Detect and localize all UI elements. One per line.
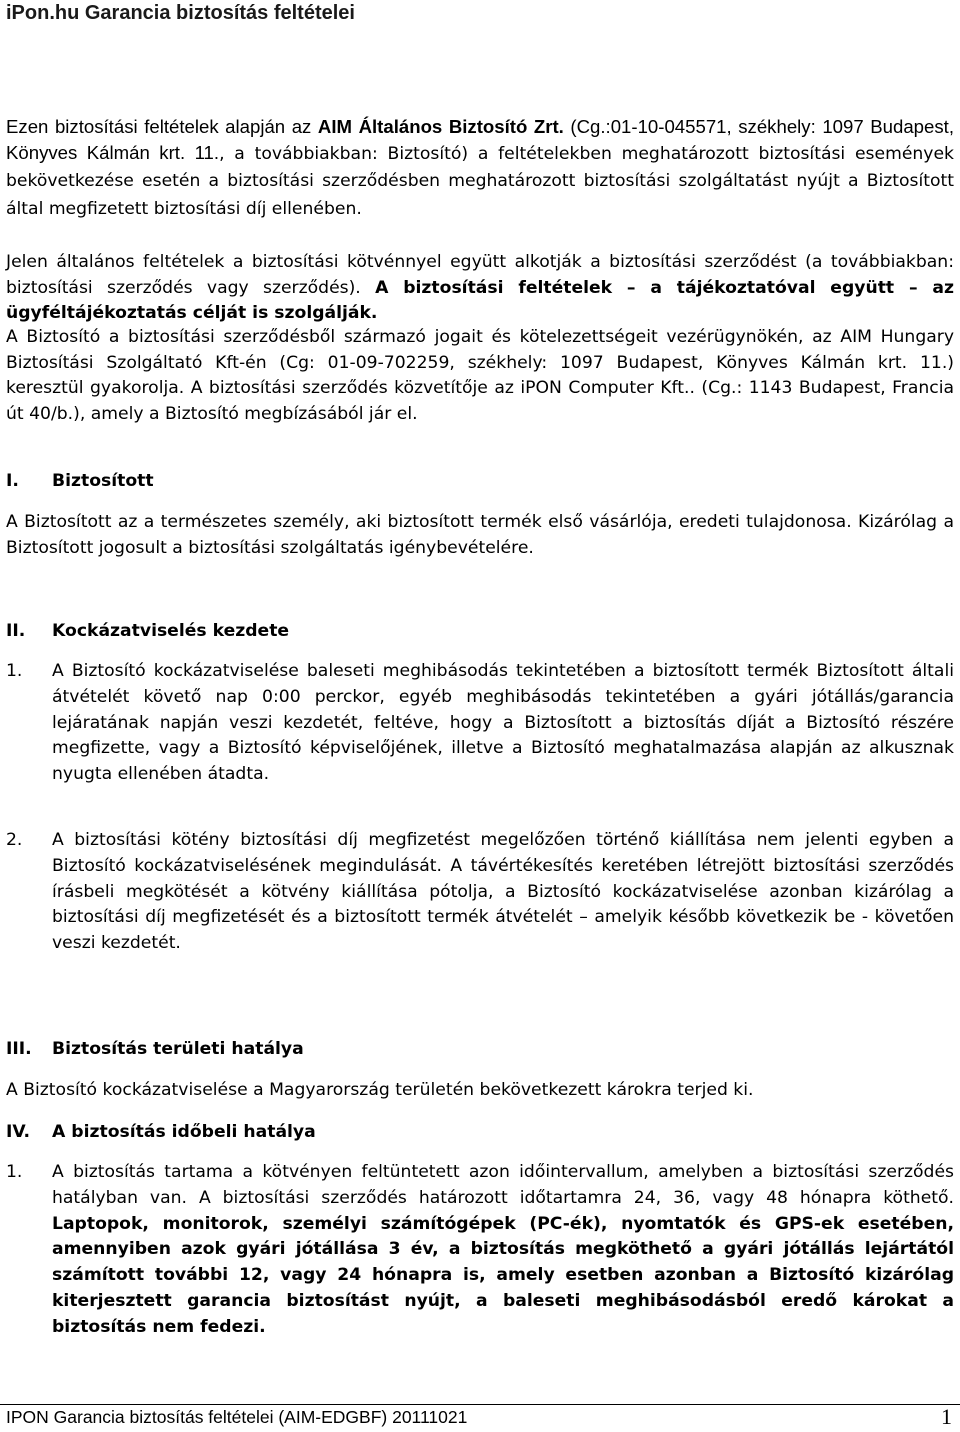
section-3-heading	[6, 1037, 304, 1062]
footer-divider	[0, 1404, 960, 1405]
item-text: A biztosítási kötény biztosítási díj megfizetést megelőzően történő kiállítása nem jelenti egyben a Biztosító kockázatviselésének megindulását. A távértékesítés keretében létrejött biztosítási szerződés írásbeli megkötését a kötvény kiállítása pótolja, a Biztosító kockázatviselése azonban kizárólag a biztosítási díj megfizetését és a biztosított termék átvételét – amelyik később következik be - követően veszi kezdetét.	[52, 830, 954, 954]
intro-paragraph-3: A Biztosító a biztosítási szerződésből származó jogait és kötelezettségeit vezérügynökén, az AIM Hungary Biztosítási Szolgáltató Kft-én (Cg: 01-09-702259, székhely: 1097 Budapest, Könyves Kálmán krt. 11.) keresztül gyakorolja. A biztosítási szerződés közvetítője az iPON Computer Kft.. (Cg.: 1143 Budapest, Francia út 40/b.), amely a Biztosító megbízásából jár el.	[6, 327, 954, 424]
section-3-number: III.	[6, 1039, 32, 1059]
section-1-text: A Biztosított az a természetes személy, aki biztosított termék első vásárlója, eredeti tulajdonosa. Kizárólag a Biztosított jogosult a biztosítási szolgáltatás igénybevételére.	[6, 512, 954, 558]
intro-p1-rest: , a továbbiakban: Biztosító) a feltételekben meghatározott biztosítási események bekövetkezése esetén a biztosítási szerződésben meghatározott biztosítási szolgáltatást nyújt a Biztosított által megfizetett biztosítási díj ellenében.	[6, 143, 954, 219]
item-text	[52, 1160, 954, 1341]
page-number: 1	[941, 1404, 952, 1429]
page-title: iPon.hu Garancia biztosítás feltételei	[6, 2, 355, 24]
item-text-bold: Laptopok, monitorok, személyi számítógépek (PC-ék), nyomtatók és GPS-ek esetében, amennyiben azok gyári jótállása 3 év, a biztosítás megköthető a gyári jótállás lejártától számított további 12, vagy 24 hónapra is, amely esetben azonban a Biztosító kizárólag kiterjesztett garancia biztosítást nyújt, a baleseti meghibásodásból eredő károkat a biztosítás nem fedezi.	[52, 1213, 954, 1337]
section-2-item-1	[6, 659, 954, 788]
section-1-heading	[6, 469, 154, 494]
section-4-number: IV.	[6, 1122, 31, 1142]
insurer-registration: (Cg.:01-10-045571, székhely: 1097 Budapest, Könyves Kálmán krt. 11.	[6, 116, 954, 163]
intro-p2-start: Jelen általános feltételek a biztosítási kötvénnyel együtt alkotják a biztosítási szerződést (a továbbiakban: biztosítási szerződés vagy szerződés).	[6, 252, 954, 298]
item-text: A Biztosító kockázatviselése baleseti meghibásodás tekintetében a biztosított termék Biztosított általi átvételét követő nap 0:00 perckor, egyéb meghibásodás tekintetében a gyári jótállás/garancia lejáratának napján veszi kezdetét, feltéve, hogy a Biztosított a biztosítás díját a Biztosító részére megfizette, vagy a Biztosító képviselőjének, illetve a Biztosító meghatalmazása alapján az alkusznak nyugta ellenében átadta.	[52, 661, 954, 785]
insurer-name: AIM Általános Biztosító Zrt.	[317, 116, 564, 137]
section-2-title: Kockázatviselés kezdete	[52, 621, 290, 641]
section-4-item-1	[6, 1160, 954, 1341]
item-number: 2.	[6, 830, 23, 850]
section-4-heading	[6, 1120, 316, 1145]
intro-p2-bold: A biztosítási feltételek – a tájékoztatóval együtt – az ügyféltájékoztatás célját is szolgálják.	[6, 277, 954, 323]
item-text-regular: A biztosítás tartama a kötvényen feltüntetett azon időintervallum, amelyben a biztosítási szerződés hatályban van. A biztosítási szerződés határozott időtartamra 24, 36, vagy 48 hónapra köthető.	[52, 1162, 954, 1208]
intro-p1-start: Ezen biztosítási feltételek alapján az	[6, 116, 318, 137]
intro-paragraph-1	[6, 114, 954, 222]
section-1-number: I.	[6, 471, 19, 491]
section-2-item-2	[6, 828, 954, 957]
item-number: 1.	[6, 1162, 23, 1182]
section-3-text: A Biztosító kockázatviselése a Magyarország területén bekövetkezett károkra terjed ki.	[6, 1080, 754, 1100]
item-number: 1.	[6, 661, 23, 681]
intro-paragraph-2	[6, 250, 954, 327]
section-2-heading	[6, 619, 289, 644]
section-2-number: II.	[6, 621, 26, 641]
section-4-title: A biztosítás időbeli hatálya	[52, 1122, 316, 1142]
footer-text: IPON Garancia biztosítás feltételei (AIM-EDGBF) 20111021	[6, 1407, 468, 1427]
section-1-title: Biztosított	[52, 471, 154, 491]
section-3-title: Biztosítás területi hatálya	[52, 1039, 304, 1059]
